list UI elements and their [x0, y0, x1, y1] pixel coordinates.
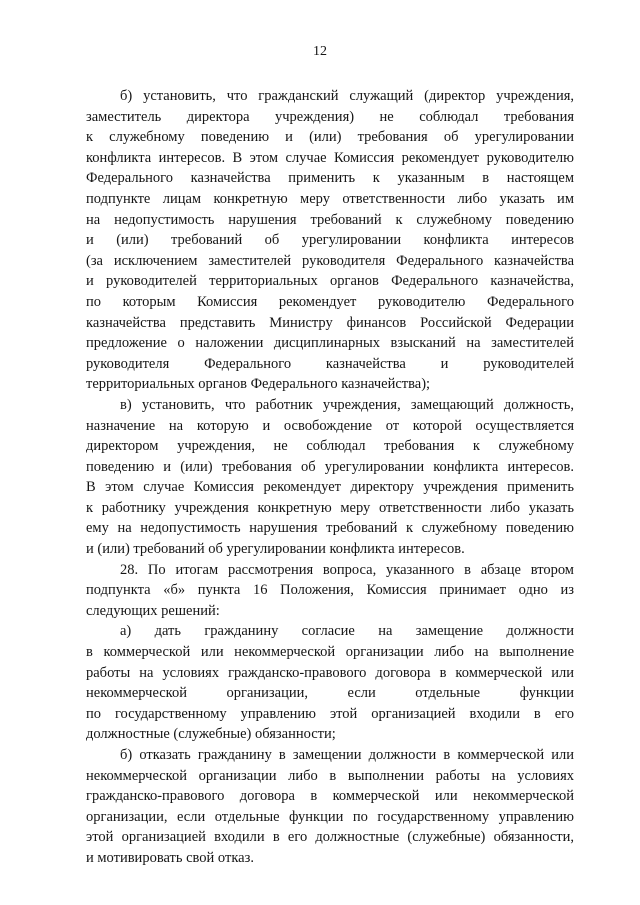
text-line: в) установить, что работник учреждения, замещающий должность, [120, 396, 574, 413]
text-line: гражданско-правового договора в коммерческой или некоммерческой [86, 788, 574, 805]
text-line: Федерального казначейства применить к указанным в настоящем [86, 170, 574, 187]
text-line: поведению и (или) требования об урегулировании конфликта интересов. [86, 458, 574, 475]
text-line: и мотивировать свой отказ. [86, 849, 254, 866]
text-line: должностные (служебные) обязанности; [86, 726, 336, 743]
text-line: и (или) требований об урегулировании конфликта интересов. [86, 541, 465, 558]
text-line: б) отказать гражданину в замещении должности в коммерческой или [120, 747, 574, 763]
text-line: конфликта интересов. В этом случае Комиссия рекомендует руководителю [86, 149, 574, 166]
text-line: назначение на которую и освобождение от которой осуществляется [86, 417, 574, 434]
text-line: некоммерческой организации, если отдельные функции [86, 685, 574, 702]
text-line: в коммерческой или некоммерческой организации либо на выполнение [86, 644, 574, 661]
text-line: директором учреждения, не соблюдал требования к служебному [86, 438, 574, 455]
text-line: и руководителей территориальных органов Федерального казначейства, [86, 273, 574, 290]
text-line: (за исключением заместителей руководителя Федерального казначейства [86, 252, 574, 269]
text-line: к работнику учреждения конкретную меру ответственности либо указать [86, 499, 574, 516]
text-line: некоммерческой организации либо в выполнении работы на условиях [86, 767, 574, 784]
text-line: по государственному управлению этой организацией входили в его [86, 705, 574, 722]
text-line: подпункте лицам конкретную меру ответственности либо указать им [86, 190, 574, 207]
text-line: к служебному поведению и (или) требования об урегулировании [86, 129, 574, 146]
text-line: этой организацией входили в его должностные (служебные) обязанности, [86, 829, 574, 846]
paragraph-point-28 [86, 560, 574, 622]
text-line: В этом случае Комиссия рекомендует директору учреждения применить [86, 479, 574, 496]
text-line: 28. По итогам рассмотрения вопроса, указанного в абзаце втором [120, 561, 574, 578]
text-line: территориальных органов Федерального казначейства); [86, 376, 431, 393]
text-line: организации, если отдельные функции по государственному управлению [86, 808, 574, 825]
text-line: работы на условиях гражданско-правового договора в коммерческой или [86, 664, 574, 681]
text-line: а) дать гражданину согласие на замещение должности [120, 623, 574, 640]
text-line: предложение о наложении дисциплинарных взысканий на заместителей [86, 335, 574, 352]
text-line: казначейства представить Министру финансов Российской Федерации [86, 314, 574, 331]
text-line: б) установить, что гражданский служащий (директор учреждения, [120, 88, 574, 104]
document-body [86, 86, 574, 869]
page-number: 12 [313, 44, 327, 59]
paragraph-subpoint-a-consent [86, 621, 574, 745]
paragraph-subpoint-b-civil-servant [86, 86, 574, 395]
text-line: по которым Комиссия рекомендует руководителю Федерального [86, 293, 574, 310]
paragraph-subpoint-b-refuse [86, 745, 574, 869]
text-line: на недопустимость нарушения требований к служебному поведению [86, 211, 574, 228]
text-line: заместитель директора учреждения) не соблюдал требования [86, 108, 574, 125]
paragraph-subpoint-v-employee [86, 395, 574, 560]
text-line: следующих решений: [86, 602, 220, 619]
text-line: подпункта «б» пункта 16 Положения, Комиссия принимает одно из [86, 582, 574, 599]
text-line: ему на недопустимость нарушения требований к служебному поведению [86, 520, 574, 537]
text-line: руководителя Федерального казначейства и руководителей [86, 355, 574, 372]
text-line: и (или) требований об урегулировании конфликта интересов [86, 232, 574, 249]
